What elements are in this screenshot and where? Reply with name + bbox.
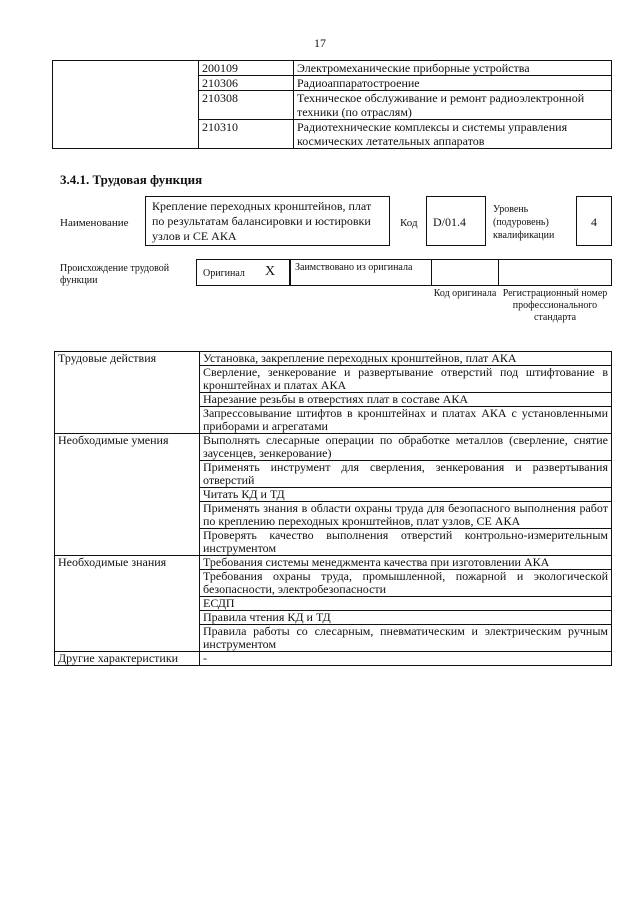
function-code-box	[426, 196, 486, 246]
knowledge-item: Правила чтения КД и ТД	[200, 611, 612, 625]
skills-label: Необходимые умения	[55, 434, 200, 556]
specialty-name: Техническое обслуживание и ремонт радиоэлектронной техники (по отраслям)	[294, 91, 612, 120]
table-row	[55, 556, 612, 570]
other-label: Другие характеристики	[55, 652, 200, 666]
knowledge-item: Требования системы менеджмента качества при изготовлении АКА	[200, 556, 612, 570]
labor-action-item: Установка, закрепление переходных кронштейнов, плат АКА	[200, 352, 612, 366]
specialty-name: Радиотехнические комплексы и системы управления космических летательных аппаратов	[294, 120, 612, 149]
code-original-box	[431, 259, 499, 286]
borrowed-label: Заимствовано из оригинала	[295, 262, 413, 273]
knowledge-item: ЕСДП	[200, 597, 612, 611]
specialty-code: 210310	[199, 120, 294, 149]
specialty-code: 210306	[199, 76, 294, 91]
code-label: Код	[400, 217, 418, 229]
specialty-code: 200109	[199, 61, 294, 76]
origin-borrowed-box	[290, 259, 432, 286]
knowledge-label: Необходимые знания	[55, 556, 200, 652]
reg-number-label: Регистрационный номер профессионального стандарта	[502, 288, 608, 323]
page-number: 17	[314, 36, 326, 50]
original-mark: X	[265, 264, 276, 279]
specialty-name: Радиоаппаратостроение	[294, 76, 612, 91]
level-label: Уровень (подуровень) квалификации	[493, 204, 555, 241]
table-row	[55, 434, 612, 461]
level-value: 4	[591, 215, 597, 229]
skill-item: Проверять качество выполнения отверстий контрольно-измерительным инструментом	[200, 529, 612, 556]
skill-item: Применять инструмент для сверления, зенкерования и развертывания отверстий	[200, 461, 612, 488]
labor-action-item: Нарезание резьбы в отверстиях плат в составе АКА	[200, 393, 612, 407]
specialty-code: 210308	[199, 91, 294, 120]
specialty-codes-table	[52, 60, 612, 149]
knowledge-item: Требования охраны труда, промышленной, пожарной и экологической безопасности, электробезопасности	[200, 570, 612, 597]
table-cell-empty	[53, 61, 199, 149]
name-label: Наименование	[60, 217, 129, 229]
function-code-value: D/01.4	[433, 215, 466, 229]
origin-original-box	[196, 259, 290, 286]
table-row	[55, 352, 612, 366]
origin-label: Происхождение трудовой функции	[60, 263, 170, 286]
function-name-box	[145, 196, 390, 246]
labor-action-item: Запрессовывание штифтов в кронштейнах и платах АКА с установленными приборами и агрегатами	[200, 407, 612, 434]
code-original-label: Код оригинала	[433, 288, 497, 299]
labor-actions-label: Трудовые действия	[55, 352, 200, 434]
knowledge-item: Правила работы со слесарным, пневматическим и электрическим ручным инструментом	[200, 625, 612, 652]
skill-item: Применять знания в области охраны труда для безопасного выполнения работ по креплению переходных кронштейнов, плат узлов, СЕ АКА	[200, 502, 612, 529]
skill-item: Читать КД и ТД	[200, 488, 612, 502]
labor-action-item: Сверление, зенкерование и развертывание отверстий под штифтование в кронштейнах и платах АКА	[200, 366, 612, 393]
section-title: 3.4.1. Трудовая функция	[60, 172, 203, 187]
labor-function-details-table	[54, 351, 612, 666]
other-value: -	[200, 652, 612, 666]
level-box	[576, 196, 612, 246]
function-name-value: Крепление переходных кронштейнов, плат по результатам балансировки и юстировки узлов и СЕ АКА	[152, 199, 372, 243]
reg-number-box	[498, 259, 612, 286]
specialty-name: Электромеханические приборные устройства	[294, 61, 612, 76]
skill-item: Выполнять слесарные операции по обработке металлов (сверление, снятие заусенцев, зенкерование)	[200, 434, 612, 461]
table-row	[55, 652, 612, 666]
original-label: Оригинал	[203, 268, 245, 279]
table-row	[53, 61, 612, 76]
